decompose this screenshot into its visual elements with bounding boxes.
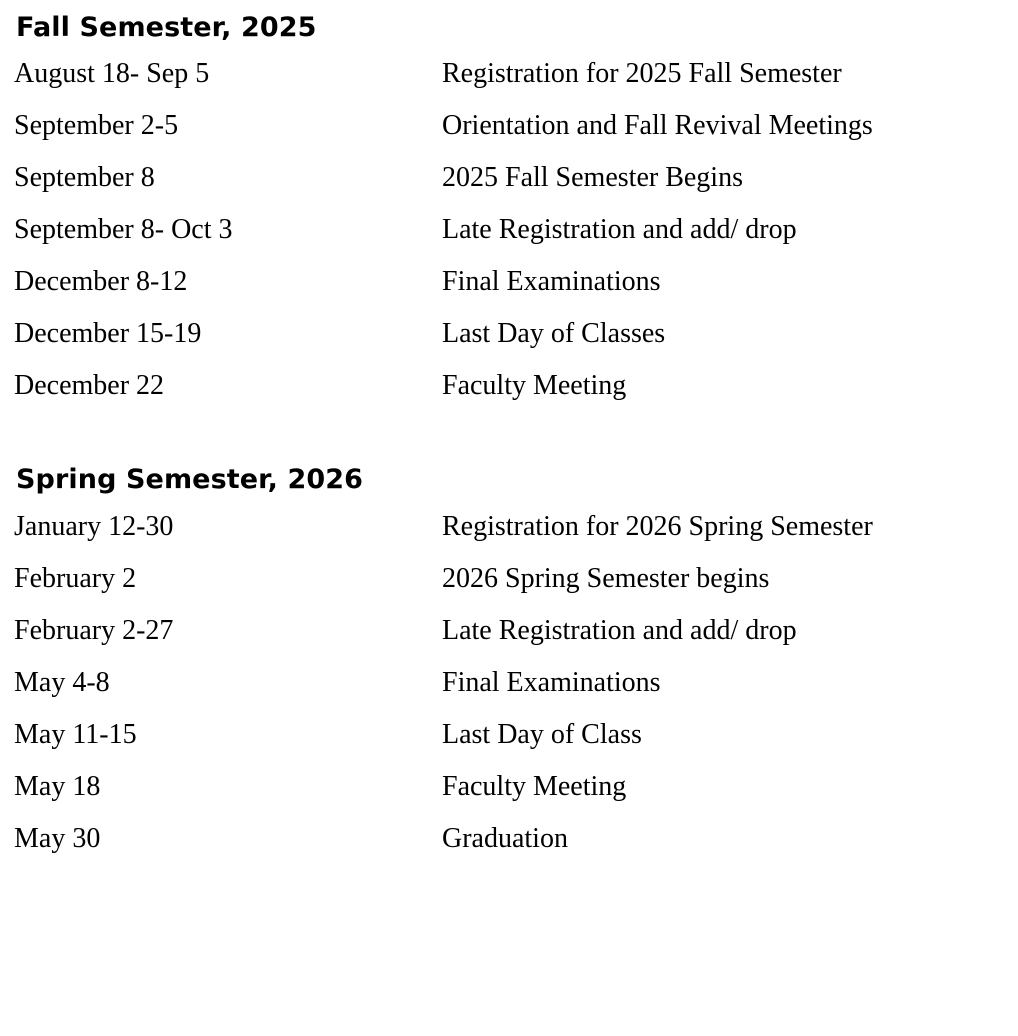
- calendar-row: [14, 320, 1004, 348]
- spring-semester-rows: [14, 510, 1004, 854]
- fall-semester-section: [14, 10, 1004, 400]
- calendar-row: [14, 614, 1004, 646]
- calendar-row-date: January 12-30: [14, 510, 174, 542]
- calendar-row-event: Registration for 2026 Spring Semester: [442, 510, 873, 542]
- calendar-row-date: May 4-8: [14, 666, 110, 698]
- calendar-row-date: December 8-12: [14, 266, 188, 298]
- calendar-row-event: Last Day of Class: [442, 718, 642, 750]
- calendar-row-date: February 2: [14, 562, 137, 594]
- calendar-row: [14, 718, 1004, 750]
- section-spacer: [14, 424, 1004, 462]
- calendar-row-date: September 8- Oct 3: [14, 214, 233, 246]
- calendar-row-event: Orientation and Fall Revival Meetings: [442, 110, 873, 142]
- calendar-row: [14, 164, 1004, 192]
- calendar-row: [14, 60, 1004, 88]
- calendar-row: [14, 666, 1004, 698]
- calendar-row-date: May 11-15: [14, 718, 137, 750]
- calendar-row-date: December 22: [14, 370, 165, 402]
- calendar-row-event: Faculty Meeting: [442, 770, 627, 802]
- calendar-row-date: May 18: [14, 770, 101, 802]
- calendar-row-event: Final Examinations: [442, 266, 661, 298]
- calendar-row-event: Late Registration and add/ drop: [442, 214, 797, 246]
- calendar-row: [14, 112, 1004, 140]
- calendar-row-event: 2026 Spring Semester begins: [442, 562, 770, 594]
- spring-semester-section: [14, 462, 1004, 852]
- calendar-row: [14, 510, 1004, 542]
- calendar-row-date: May 30: [14, 822, 101, 854]
- calendar-row-event: Graduation: [442, 822, 568, 854]
- calendar-row: [14, 372, 1004, 400]
- calendar-row-date: August 18- Sep 5: [14, 58, 210, 90]
- calendar-row: [14, 770, 1004, 802]
- fall-semester-rows: [14, 60, 1004, 400]
- calendar-row-event: 2025 Fall Semester Begins: [442, 162, 743, 194]
- fall-semester-heading: Fall Semester, 2025: [16, 12, 317, 43]
- calendar-row-event: Late Registration and add/ drop: [442, 614, 797, 646]
- calendar-row-event: Final Examinations: [442, 666, 661, 698]
- calendar-row: [14, 216, 1004, 244]
- calendar-row-date: December 15-19: [14, 318, 202, 350]
- calendar-row-event: Registration for 2025 Fall Semester: [442, 58, 842, 90]
- calendar-row: [14, 822, 1004, 854]
- calendar-row-event: Faculty Meeting: [442, 370, 627, 402]
- calendar-row-event: Last Day of Classes: [442, 318, 666, 350]
- calendar-row-date: September 8: [14, 162, 155, 194]
- spring-semester-heading: Spring Semester, 2026: [16, 464, 364, 496]
- calendar-row-date: September 2-5: [14, 110, 179, 142]
- calendar-row-date: February 2-27: [14, 614, 174, 646]
- calendar-row: [14, 268, 1004, 296]
- calendar-row: [14, 562, 1004, 594]
